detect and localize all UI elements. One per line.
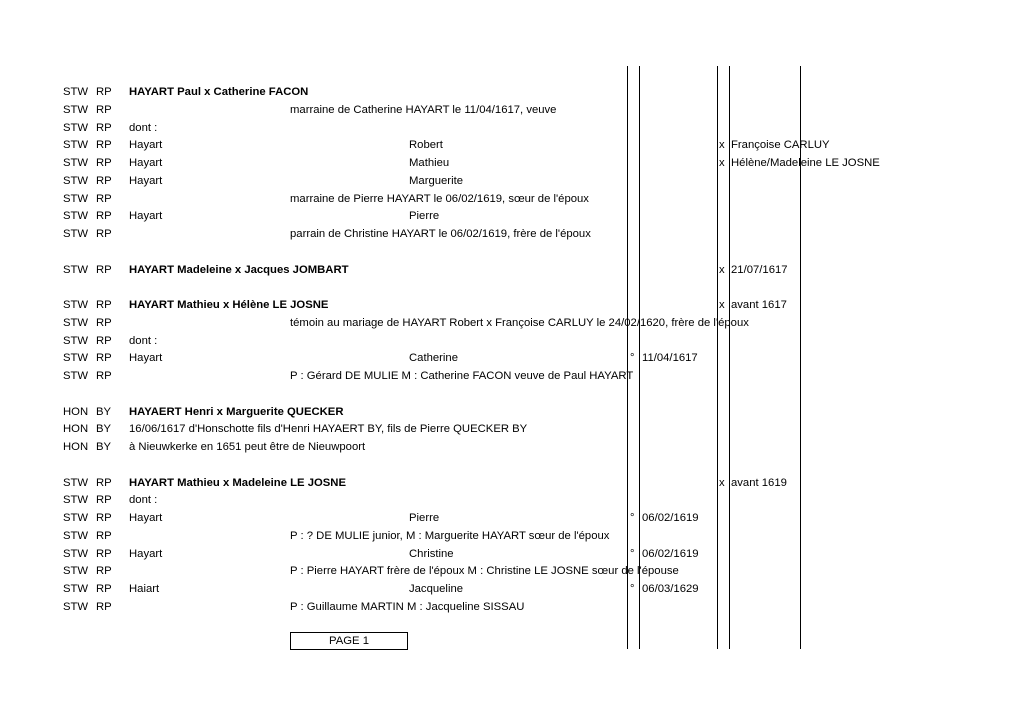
region-code: STW: [63, 86, 89, 98]
event-date: 06/02/1619: [642, 512, 699, 524]
record-note: marraine de Catherine HAYART le 11/04/1617, veuve: [290, 103, 557, 116]
spouse-or-date: 21/07/1617: [731, 263, 788, 276]
table-row: [0, 527, 1024, 545]
given-name: Jacqueline: [409, 583, 464, 595]
table-row: [0, 119, 1024, 137]
region-code: STW: [63, 263, 89, 276]
record-note: témoin au mariage de HAYART Robert x Françoise CARLUY le 24/02/1620, frère de l'époux: [290, 316, 749, 329]
spouse-or-date: avant 1617: [731, 299, 787, 311]
record-name: dont :: [129, 334, 158, 347]
table-row: [0, 332, 1024, 350]
parish-code: RP: [96, 103, 112, 116]
marriage-mark: x: [719, 299, 725, 311]
record-name: dont :: [129, 121, 158, 134]
region-code: STW: [63, 494, 89, 507]
parish-code: RP: [96, 210, 112, 223]
given-name: Robert: [409, 139, 443, 152]
parish-code: RP: [96, 228, 112, 240]
table-row: [0, 314, 1024, 332]
table-row: [0, 83, 1024, 101]
parish-code: RP: [96, 139, 112, 152]
given-name: Catherine: [409, 352, 458, 365]
marriage-mark: x: [719, 263, 725, 276]
table-row: [0, 367, 1024, 385]
parish-code: RP: [96, 583, 112, 595]
birth-mark: °: [630, 547, 635, 560]
parish-code: RP: [96, 352, 112, 365]
region-code: STW: [63, 210, 89, 223]
given-name: Christine: [409, 547, 454, 560]
table-row: [0, 456, 1024, 474]
table-row: [0, 385, 1024, 403]
region-code: STW: [63, 121, 89, 134]
region-code: STW: [63, 157, 89, 169]
record-name: HAYART Mathieu x Madeleine LE JOSNE: [129, 476, 347, 489]
spouse-or-date: avant 1619: [731, 476, 787, 489]
parish-code: RP: [96, 494, 112, 507]
record-name: Hayart: [129, 547, 163, 560]
region-code: STW: [63, 299, 89, 311]
record-name: Hayart: [129, 512, 163, 524]
parish-code: BY: [96, 423, 112, 436]
region-code: STW: [63, 334, 89, 347]
region-code: HON: [63, 423, 89, 436]
event-date: 11/04/1617: [642, 352, 698, 365]
region-code: HON: [63, 441, 89, 453]
record-note: marraine de Pierre HAYART le 06/02/1619, sœur de l'époux: [290, 192, 589, 205]
table-row: [0, 598, 1024, 616]
table-row: [0, 261, 1024, 279]
region-code: STW: [63, 174, 89, 187]
event-date: 06/02/1619: [642, 547, 699, 560]
table-row: [0, 580, 1024, 598]
table-row: [0, 545, 1024, 563]
table-row: [0, 438, 1024, 456]
region-code: STW: [63, 565, 89, 578]
parish-code: RP: [96, 370, 112, 382]
record-note: P : Pierre HAYART frère de l'époux M : Christine LE JOSNE sœur de l'épouse: [290, 565, 679, 578]
parish-code: RP: [96, 529, 112, 542]
parish-code: BY: [96, 441, 112, 453]
parish-code: RP: [96, 121, 112, 134]
table-row: [0, 225, 1024, 243]
given-name: Marguerite: [409, 174, 463, 187]
parish-code: RP: [96, 299, 112, 311]
parish-code: RP: [96, 547, 112, 560]
table-row: [0, 562, 1024, 580]
record-name: Hayart: [129, 157, 163, 169]
given-name: Pierre: [409, 512, 440, 524]
table-row: [0, 278, 1024, 296]
region-code: STW: [63, 512, 89, 524]
region-code: STW: [63, 600, 89, 613]
record-name: Hayart: [129, 210, 163, 223]
parish-code: RP: [96, 512, 112, 524]
parish-code: RP: [96, 192, 112, 205]
given-name: Mathieu: [409, 157, 450, 169]
table-row: [0, 491, 1024, 509]
table-row: [0, 296, 1024, 314]
region-code: STW: [63, 192, 89, 205]
birth-mark: °: [630, 352, 635, 365]
region-code: HON: [63, 405, 89, 418]
table-row: [0, 190, 1024, 208]
record-note: P : Gérard DE MULIE M : Catherine FACON veuve de Paul HAYART: [290, 370, 634, 382]
record-name: Hayart: [129, 174, 163, 187]
region-code: STW: [63, 139, 89, 152]
table-row: [0, 243, 1024, 261]
parish-code: RP: [96, 334, 112, 347]
table-row: [0, 136, 1024, 154]
table-row: [0, 207, 1024, 225]
table-row: [0, 172, 1024, 190]
page-number-label: PAGE 1: [290, 632, 408, 650]
record-name: Hayart: [129, 352, 163, 365]
record-note: P : ? DE MULIE junior, M : Marguerite HAYART sœur de l'époux: [290, 529, 610, 542]
table-row: [0, 474, 1024, 492]
record-name: HAYART Madeleine x Jacques JOMBART: [129, 263, 349, 276]
table-row: [0, 349, 1024, 367]
marriage-mark: x: [719, 139, 725, 152]
record-name: à Nieuwkerke en 1651 peut être de Nieuwpoort: [129, 441, 366, 453]
table-row: [0, 403, 1024, 421]
parish-code: RP: [96, 316, 112, 329]
record-note: P : Guillaume MARTIN M : Jacqueline SISSAU: [290, 600, 525, 613]
record-name: Haiart: [129, 583, 160, 595]
region-code: STW: [63, 370, 89, 382]
parish-code: RP: [96, 157, 112, 169]
spouse-or-date: Françoise CARLUY: [731, 139, 830, 152]
region-code: STW: [63, 228, 89, 240]
parish-code: RP: [96, 476, 112, 489]
region-code: STW: [63, 316, 89, 329]
parish-code: BY: [96, 405, 112, 418]
parish-code: RP: [96, 263, 112, 276]
region-code: STW: [63, 352, 89, 365]
record-name: dont :: [129, 494, 158, 507]
spouse-or-date: Hélène/Madeleine LE JOSNE: [731, 157, 880, 169]
marriage-mark: x: [719, 157, 725, 169]
parish-code: RP: [96, 600, 112, 613]
record-name: HAYART Paul x Catherine FACON: [129, 86, 309, 98]
region-code: STW: [63, 103, 89, 116]
region-code: STW: [63, 476, 89, 489]
region-code: STW: [63, 583, 89, 595]
region-code: STW: [63, 529, 89, 542]
parish-code: RP: [96, 565, 112, 578]
record-name: HAYART Mathieu x Hélène LE JOSNE: [129, 299, 329, 311]
event-date: 06/03/1629: [642, 583, 699, 595]
birth-mark: °: [630, 583, 635, 595]
record-note: parrain de Christine HAYART le 06/02/1619, frère de l'époux: [290, 228, 591, 240]
birth-mark: °: [630, 512, 635, 524]
table-row: [0, 420, 1024, 438]
record-name: Hayart: [129, 139, 163, 152]
parish-code: RP: [96, 86, 112, 98]
marriage-mark: x: [719, 476, 725, 489]
table-row: [0, 101, 1024, 119]
table-row: [0, 154, 1024, 172]
parish-code: RP: [96, 174, 112, 187]
given-name: Pierre: [409, 210, 440, 223]
region-code: STW: [63, 547, 89, 560]
record-name: HAYAERT Henri x Marguerite QUECKER: [129, 405, 344, 418]
record-name: 16/06/1617 d'Honschotte fils d'Henri HAYAERT BY, fils de Pierre QUECKER BY: [129, 423, 528, 436]
table-row: [0, 509, 1024, 527]
